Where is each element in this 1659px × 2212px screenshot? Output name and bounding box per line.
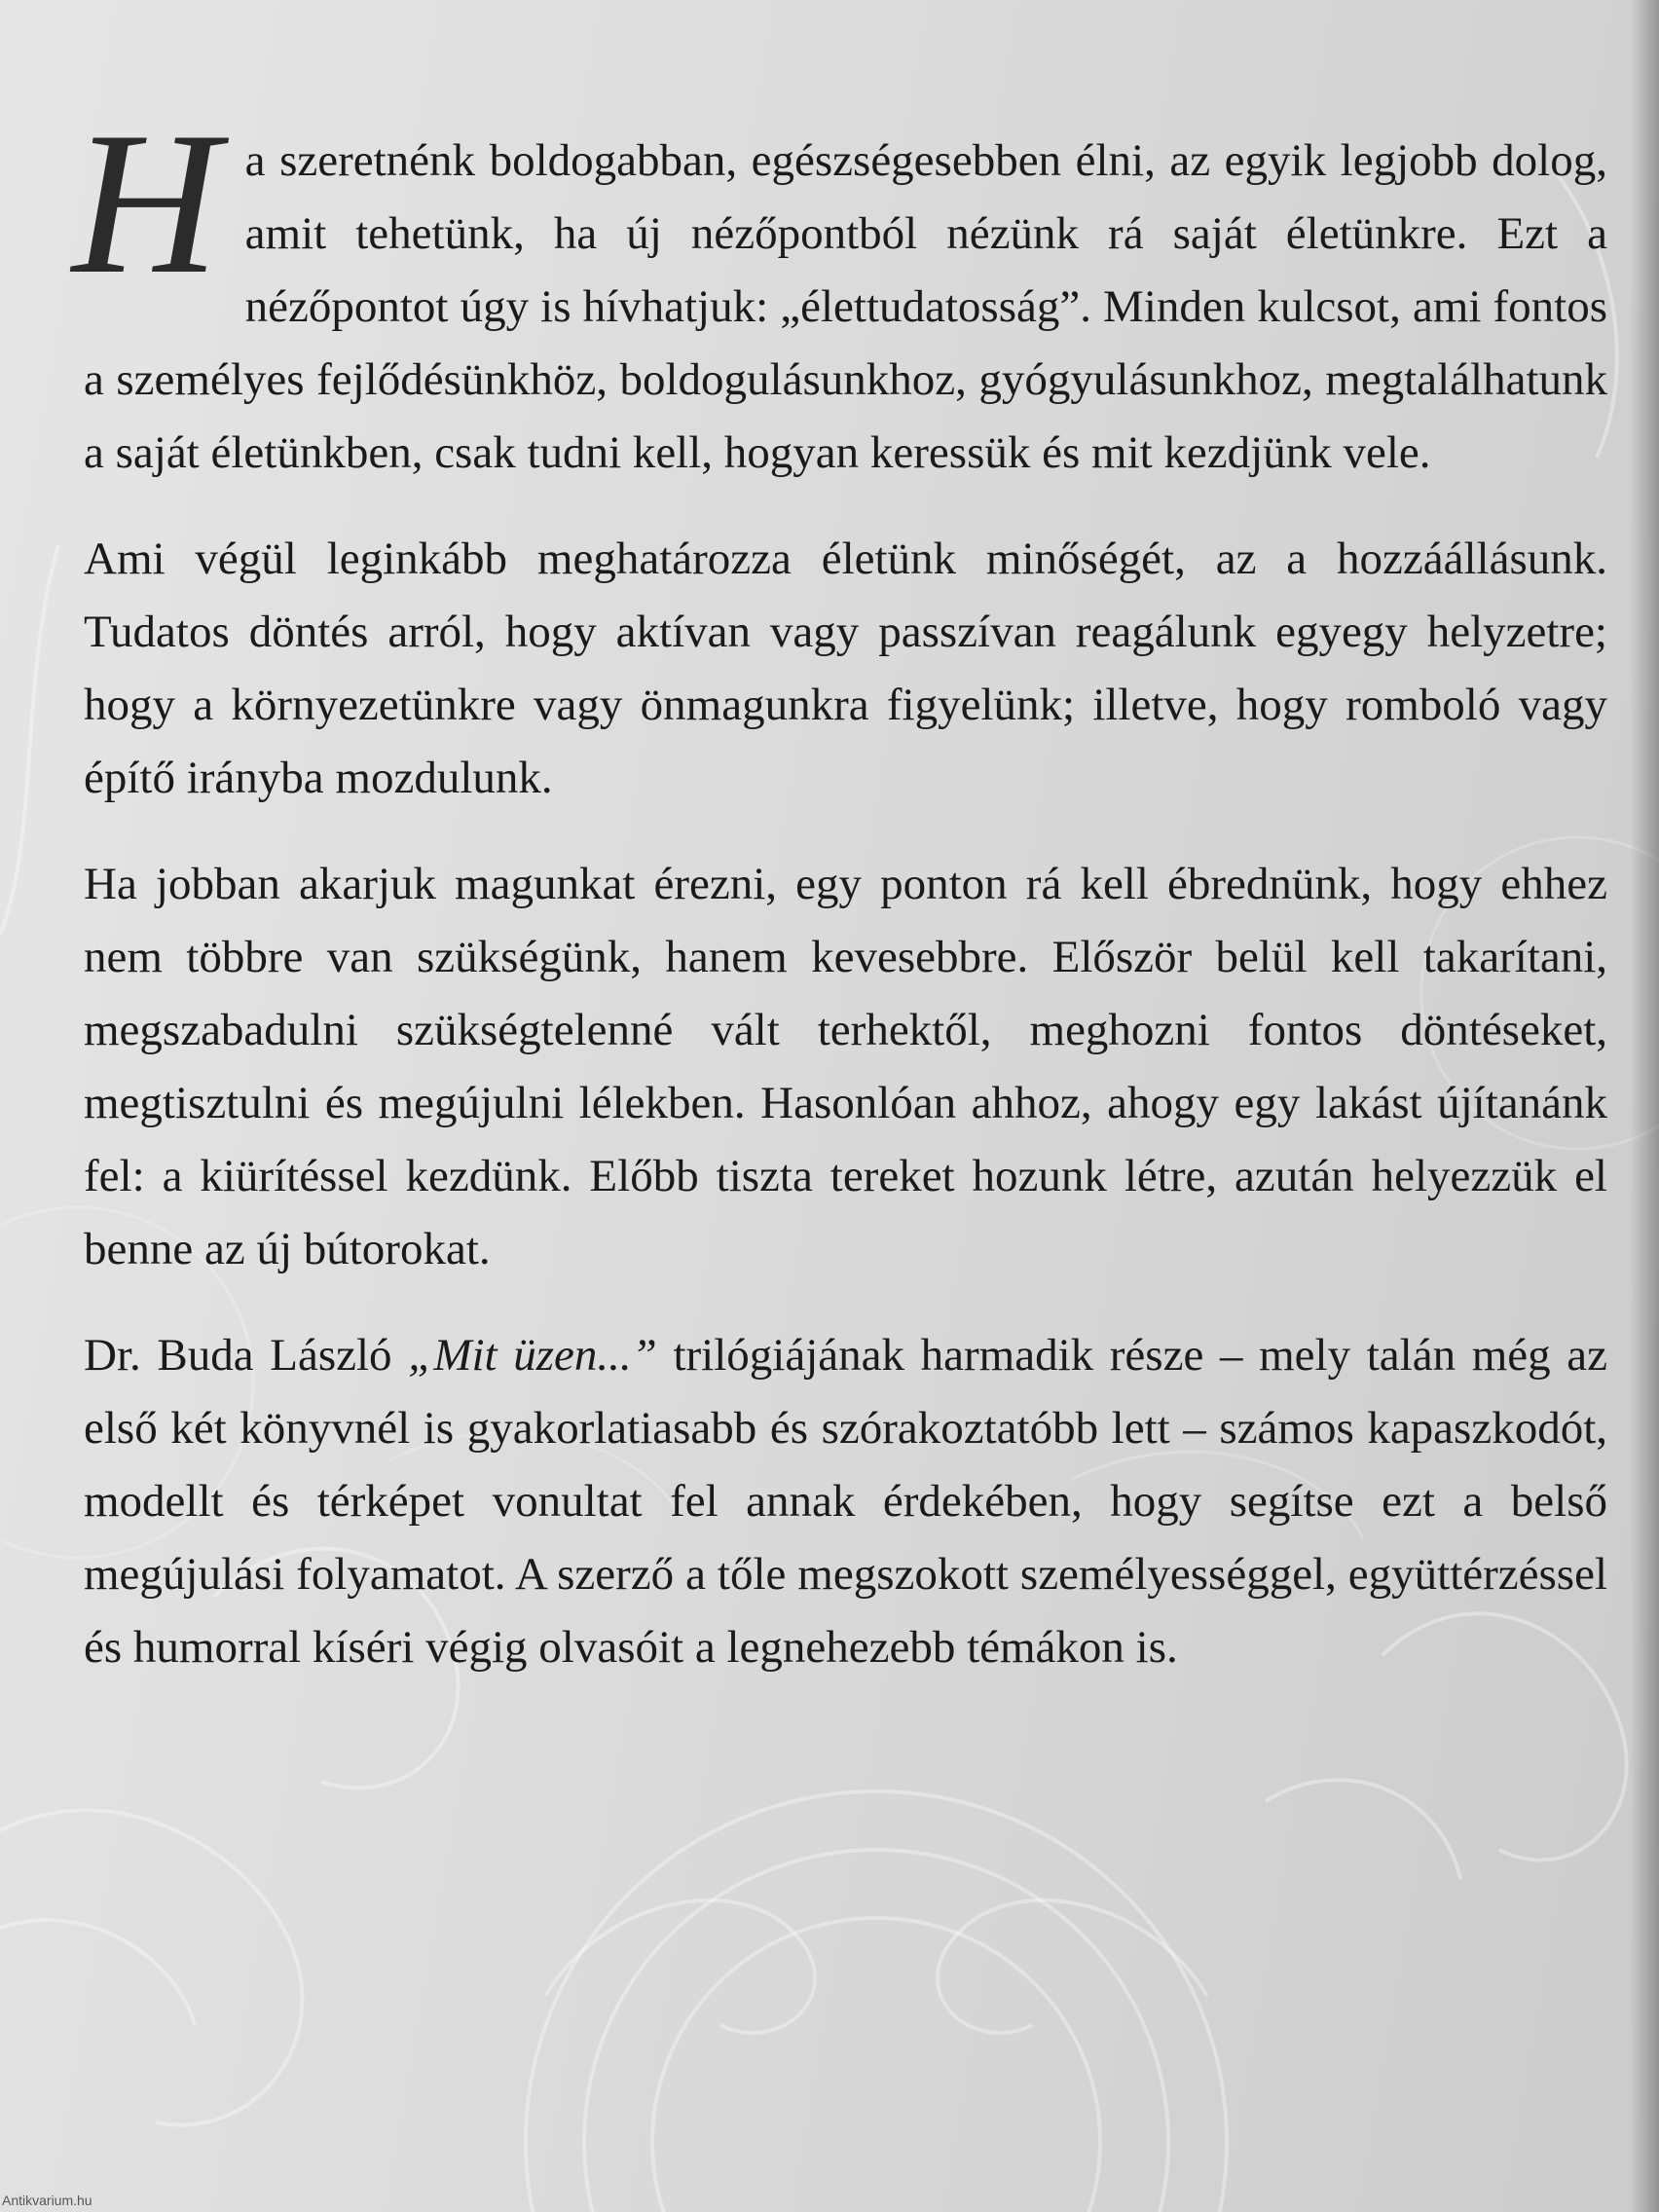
blurb-text: [72, 91, 1608, 1717]
watermark: Antikvarium.hu: [2, 2193, 92, 2208]
paragraph-1: [72, 91, 1607, 490]
page-edge-shadow: [1630, 0, 1659, 2212]
paragraph-3: Ha jobban akarjuk magunkat érezni, egy ponton rá kell ébrednünk, hogy ehhez nem többre van szükségünk, hanem kevesebbre. Először belül kell takarítani, megszabadulni szükségtelenné vált terhektől, meghozni fontos döntéseket, megtisztulni és megújulni lélekben. Hasonlóan ahhoz, ahogy egy lakást újítanánk fel: a kiürítéssel kezdünk. Előbb tiszta tereket hozunk létre, azután helyezzük el benne az új bútorokat.: [84, 859, 1607, 1274]
paragraph-2: Ami végül leginkább meghatározza életünk minőségét, az a hozzáállásunk. Tudatos döntés arról, hogy aktívan vagy passzívan reagálunk egyegy helyzetre; hogy a környezetünkre vagy önmagunkra figyelünk; illetve, hogy romboló vagy építő irányba mozdulunk.: [84, 534, 1607, 803]
paragraph-4: [84, 1319, 1607, 1684]
drop-cap: H: [72, 91, 216, 316]
book-title: „Mit üzen...”: [408, 1330, 657, 1381]
paragraph-4-start: Dr. Buda László: [84, 1330, 409, 1381]
paragraph-1-text: a szeretnénk boldogabban, egészségesebben élni, az egyik legjobb dolog, amit tehetünk, ha új nézőpontból nézünk rá saját életünkre. Ezt a nézőpontot úgy is hívhatjuk: „élettudatosság”. Minden kulcsot, ami fontos a személyes fejlődésünkhöz, boldogulásunkhoz, gyógyulásunkhoz, megtalálhatunk a saját életünkben, csak tudni kell, hogyan keressük és mit kezdjünk vele.: [84, 135, 1607, 478]
paragraph-4-rest: trilógiájának harmadik része – mely talán még az első két könyvnél is gyakorlatiasabb és szórakoztatóbb lett – számos kapaszkodót, modellt és térképet vonultat fel annak érdekében, hogy segítse ezt a belső megújulási folyamatot. A szerző a tőle megszokott személyességgel, együttérzéssel és humorral kíséri végig olvasóit a legnehezebb témákon is.: [84, 1330, 1608, 1673]
